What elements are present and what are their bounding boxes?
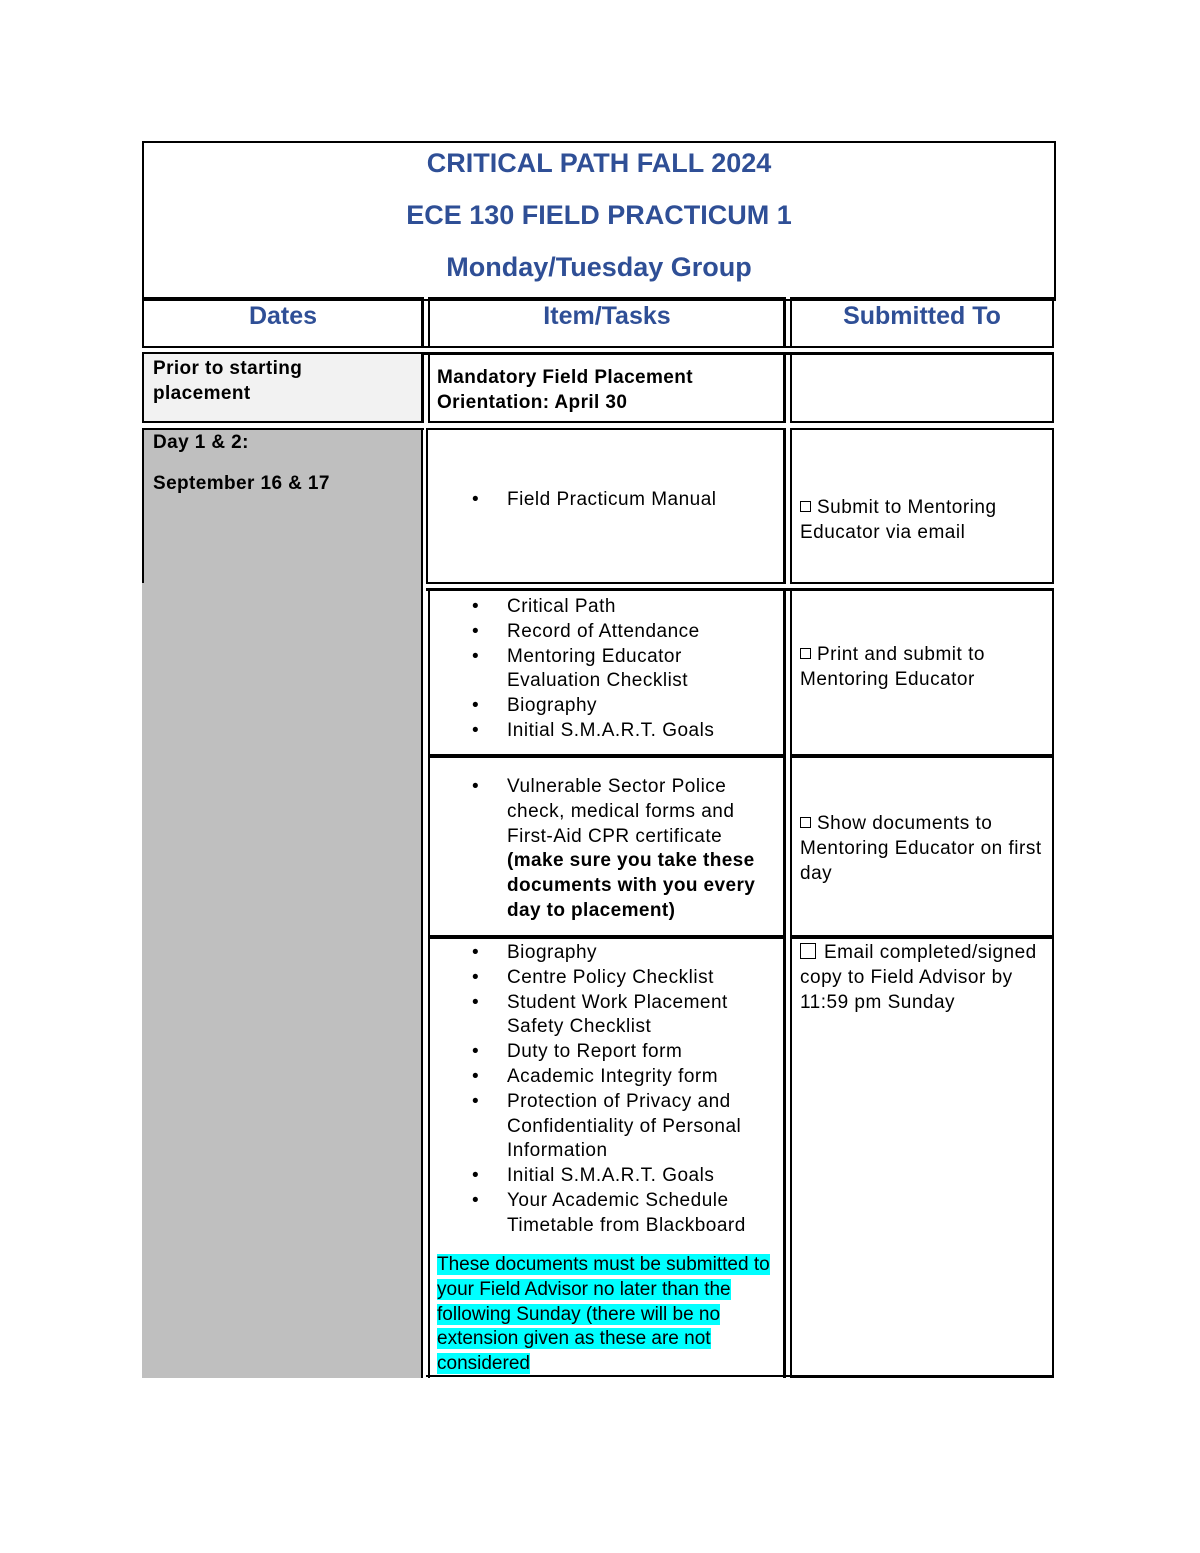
list-item: • Critical Path (428, 595, 778, 620)
date-cell-border (142, 428, 424, 430)
checkbox-icon (800, 817, 811, 828)
group4-submitted-text: Email completed/signed copy to Field Advisor by 11:59 pm Sunday (800, 942, 1037, 1013)
list-item: • Initial S.M.A.R.T. Goals (428, 1164, 780, 1189)
list-item: • Biography (428, 941, 780, 966)
list-item: • Student Work Placement Safety Checklist (428, 991, 780, 1041)
list-item: • Centre Policy Checklist (428, 966, 780, 991)
day12-date-line1: Day 1 & 2: (153, 432, 249, 453)
header-submitted: Submitted To (790, 297, 1054, 348)
group2-submitted-text: Print and submit to Mentoring Educator (800, 644, 985, 690)
day12-date-cell (142, 428, 422, 1378)
row-separator (421, 352, 423, 423)
group1-task-cell (426, 428, 786, 584)
checkbox-icon (800, 943, 816, 959)
group1-submitted (800, 496, 1045, 546)
group3-note: (make sure you take these documents with you every day to placement) (507, 850, 756, 921)
group3-list (428, 775, 780, 924)
list-item: • Academic Integrity form (428, 1065, 780, 1090)
list-item: • Initial S.M.A.R.T. Goals (428, 719, 778, 744)
group4-list (428, 941, 780, 1239)
group4-submitted-cell (790, 937, 1054, 1378)
title-line-2: ECE 130 FIELD PRACTICUM 1 (406, 200, 792, 230)
prior-task-text: Mandatory Field Placement Orientation: April 30 (437, 367, 694, 413)
group4-task-cell (428, 937, 786, 1378)
list-item: • Biography (428, 694, 778, 719)
prior-date-text: Prior to starting placement (153, 358, 303, 404)
group2-submitted-cell (790, 588, 1054, 756)
group2-task-cell (428, 588, 786, 756)
deadline-highlight: These documents must be submitted to your Field Advisor no later than the following Sunday (there will be no extension given as these are not considered (437, 1254, 770, 1375)
list-item: • Your Academic Schedule Timetable from Blackboard (428, 1189, 780, 1239)
prior-date-cell (142, 352, 424, 423)
date-right-border (421, 428, 423, 1378)
group3-submitted-text: Show documents to Mentoring Educator on first day (800, 813, 1042, 884)
header-rule (142, 346, 1054, 348)
deadline-notice (437, 1253, 782, 1377)
title-line-3: Monday/Tuesday Group (446, 252, 752, 282)
header-dates: Dates (142, 297, 424, 348)
list-item: • Mentoring Educator Evaluation Checklist (428, 645, 778, 695)
header-separator (783, 297, 785, 348)
group1-submitted-text: Submit to Mentoring Educator via email (800, 497, 997, 543)
date-cell-border (142, 428, 144, 583)
row-separator (783, 428, 785, 584)
list-item (428, 775, 780, 924)
checkbox-icon (800, 501, 811, 512)
title-block (142, 141, 1056, 301)
list-item: • Protection of Privacy and Confidentiality of Personal Information (428, 1090, 780, 1164)
row-separator (783, 937, 785, 1378)
group2-list (428, 595, 778, 744)
group1-submitted-cell (790, 428, 1054, 584)
table-bottom-rule (426, 1375, 1054, 1377)
group3-submitted-cell (790, 756, 1054, 937)
row-separator (783, 756, 785, 937)
row-separator (783, 588, 785, 756)
group3-item-text: Vulnerable Sector Police check, medical forms and First-Aid CPR certificate (507, 776, 735, 847)
checkbox-icon (800, 648, 811, 659)
prior-task-cell (428, 352, 786, 423)
group3-submitted (800, 812, 1045, 886)
list-item: • Duty to Report form (428, 1040, 780, 1065)
group1-list (428, 488, 778, 513)
title-line-1: CRITICAL PATH FALL 2024 (426, 148, 772, 178)
group4-submitted (800, 941, 1050, 1015)
list-item: • Field Practicum Manual (428, 488, 778, 513)
day12-date-line2: September 16 & 17 (153, 473, 330, 494)
header-separator (421, 297, 423, 348)
row-separator (783, 352, 785, 423)
header-tasks: Item/Tasks (428, 297, 786, 348)
group2-submitted (800, 643, 1045, 693)
prior-submitted-cell (790, 352, 1054, 423)
list-item: • Record of Attendance (428, 620, 778, 645)
group3-task-cell (428, 756, 786, 937)
